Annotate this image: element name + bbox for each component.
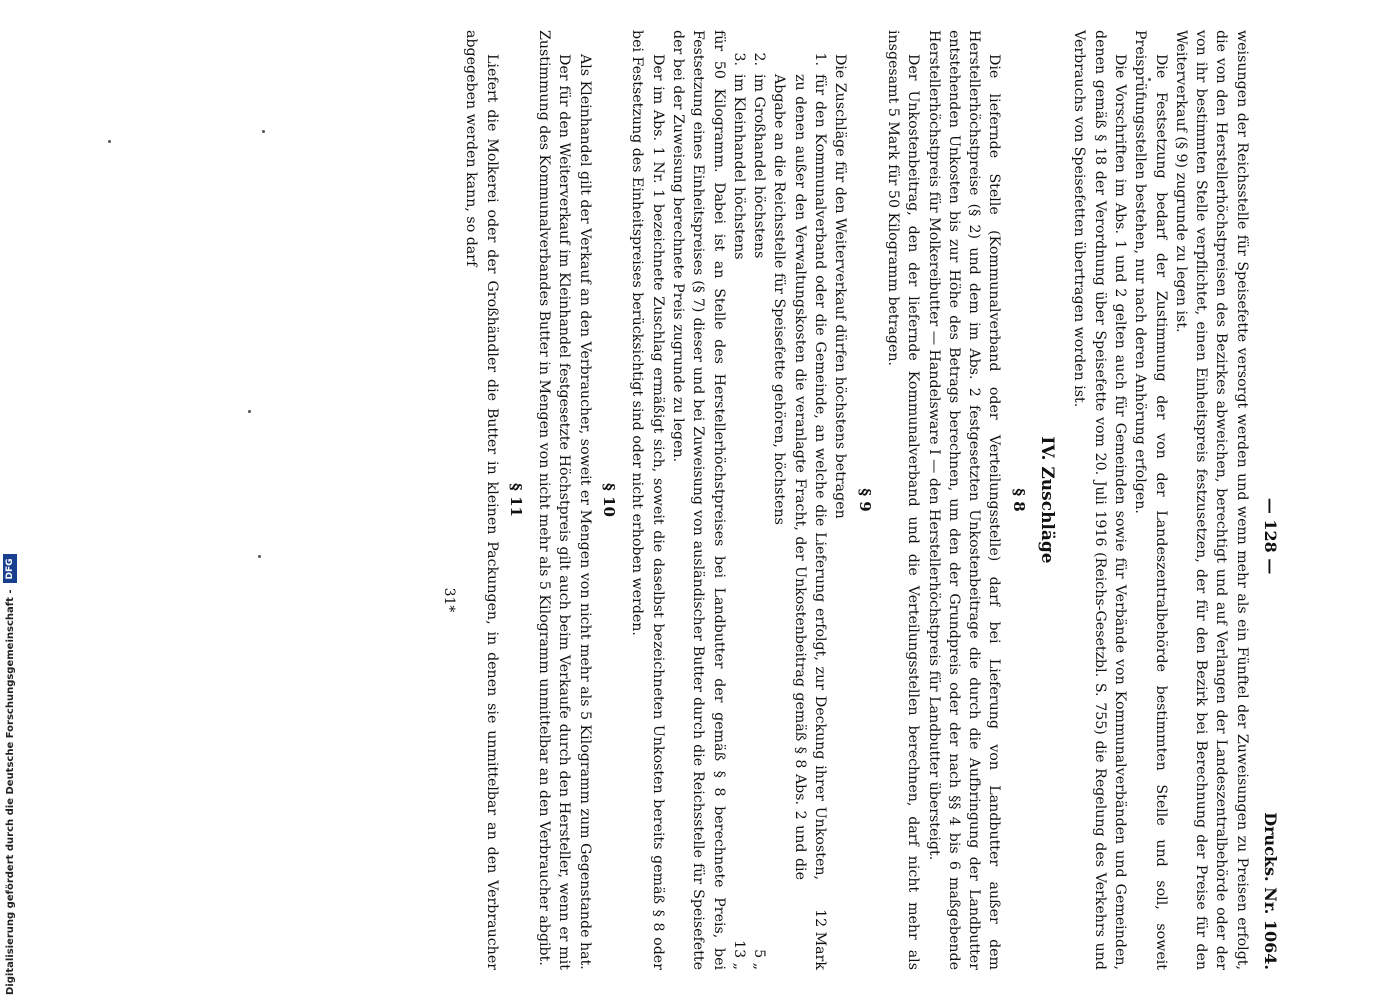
paragraph: Die Zuschläge für den Weiterverkauf dürfen höchstens betragen <box>832 54 849 519</box>
paragraph: Liefert die Molkerei oder der Großhändler die Butter in kleinen Packungen, in denen sie unmittelbar an den Verbraucher abgegeben werden kann, so darf <box>463 30 500 970</box>
scan-speck <box>262 130 265 133</box>
item-number: 2. <box>751 52 768 66</box>
funding-notice <box>3 554 17 995</box>
page-number: — 128 — <box>1261 497 1280 575</box>
scan-speck <box>248 410 251 413</box>
section-sign-9: § 9 <box>855 488 874 512</box>
paragraph: Die Festsetzung bedarf der Zustimmung der von der Landeszentralbehörde bestimmten Stelle und soll, soweit Preisprüfungsstellen bestehen, nur nach deren Anhörung erfolgen. <box>1132 30 1169 970</box>
item-text: im Großhandel höchstens <box>751 74 768 259</box>
paragraph: Der im Abs. 1 Nr. 1 bezeichnete Zuschlag ermäßigt sich, soweit die daselbst bezeichneten Unkosten bereits gemäß § 8 oder bei Festsetzung des Einheitspreises berücksichtigt sind oder nicht erhoben werden. <box>629 30 666 970</box>
list-item <box>729 30 749 970</box>
paragraph: Die liefernde Stelle (Kommunalverband oder Verteilungsstelle) darf bei Lieferung von Landbutter außer dem Herstellerhöchstpreise (§ 2) und dem im Abs. 2 festgesetzten Unkostenbeitrage die durch die Aufbringung der Landbutter entstehenden Unkosten bis zur Höhe des Betrags berechnen, um den der Grundpreis oder der nach §§ 4 bis 6 maßgebende Herstellerhöchstpreis für Molkereibutter — Handelsware I — den Herstellerhöchstpreis für Landbutter übersteigt. <box>925 30 1003 970</box>
item-text: im Kleinhandel höchstens <box>730 74 747 260</box>
item-value: 13 „ <box>730 940 747 970</box>
funding-notice-text: Digitalisierung gefördert durch die Deutsche Forschungsgemeinschaft - <box>4 589 16 995</box>
section-sign-8: § 8 <box>1009 488 1028 512</box>
scan-speck <box>108 140 111 143</box>
paragraph: für 50 Kilogramm. Dabei ist an Stelle des Herstellerhöchstpreises bei Landbutter der gemäß § 8 berechnete Preis, bei Festsetzung eines Einheitspreises (§ 7) dieser und bei Zuweisung von ausländischer Butter durch die Reichsstelle für Speisefette der bei der Zuweisung berechnete Preis zugrunde zu legen. <box>669 30 727 970</box>
dfg-logo-icon: DFG <box>3 554 17 583</box>
item-value: 12 Mark <box>812 909 829 970</box>
list-item <box>749 30 769 970</box>
publication-number: Drucks. Nr. 1064. <box>1261 812 1280 970</box>
paragraph: Die Vorschriften im Abs. 1 und 2 gelten auch für Gemeinden sowie für Verbände von Kommunalverbänden und Gemeinden, denen gemäß § 18 der Verordnung über Speisefette vom 20. Juli 1916 (Reichs-Gesetzbl. S. 755) die Regelung des Verkehrs und Verbrauchs von Speisefetten übertragen worden ist. <box>1071 30 1128 970</box>
item-number: 3. <box>730 52 747 66</box>
running-head <box>1260 30 1280 970</box>
item-number: 1. <box>812 52 829 66</box>
continuation-paragraph: weisungen der Reichsstelle für Speisefette versorgt werden und wenn mehr als ein Fünftel der Zuweisungen zu Preisen erfolgt, die von den Herstellerhöchstpreisen des Bezirkes abweichen, berechtigt und auf Verlangen der Landeszentralbehörde oder der von ihr bestimmten Stelle verpflichtet, einen Einheitspreis festzusetzen, der für den Bezirk bei Berechnung der Preise für den Weiterverkauf (§ 9) zugrunde zu legen ist. <box>1172 30 1250 970</box>
paragraph: Der Unkostenbeitrag, den der liefernde Kommunalverband und die Verteilungsstellen berechnen, darf nicht mehr als insgesamt 5 Mark für 50 Kilogramm betragen. <box>884 30 922 970</box>
scan-speck <box>258 555 261 558</box>
item-text: für den Kommunalverband oder die Gemeinde, an welche die Lieferung erfolgt, zur Deckung ihrer Unkosten, zu denen außer den Verwaltungskosten die veranlagte Fracht, der Unkostenbeitrag gemäß § 8 Abs. 2 und die Abgabe an die Reichsstelle für Speisefette gehören, höchstens <box>771 74 829 880</box>
section-sign-11: § 11 <box>506 483 525 517</box>
section-title: IV. Zuschläge <box>1037 436 1058 564</box>
sheet-signature: 31* <box>441 587 458 613</box>
item-value: 5 „ <box>751 949 768 970</box>
paragraph: Als Kleinhandel gilt der Verkauf an den Verbraucher, soweit er Mengen von nicht mehr als 5 Kilogramm zum Gegenstande hat. <box>576 54 593 970</box>
paragraph: Der für den Weiterverkauf im Kleinhandel festgesetzte Höchstpreis gilt auch beim Verkaufe durch den Hersteller, wenn er mit Zustimmung des Kommunalverbandes Butter in Mengen von nicht mehr als 5 Kilogramm unmittelbar an den Verbraucher abgibt. <box>536 30 573 970</box>
scan-speck <box>1148 78 1151 81</box>
list-item <box>769 30 830 970</box>
scanned-page <box>130 30 1280 970</box>
section-sign-10: § 10 <box>600 483 619 517</box>
